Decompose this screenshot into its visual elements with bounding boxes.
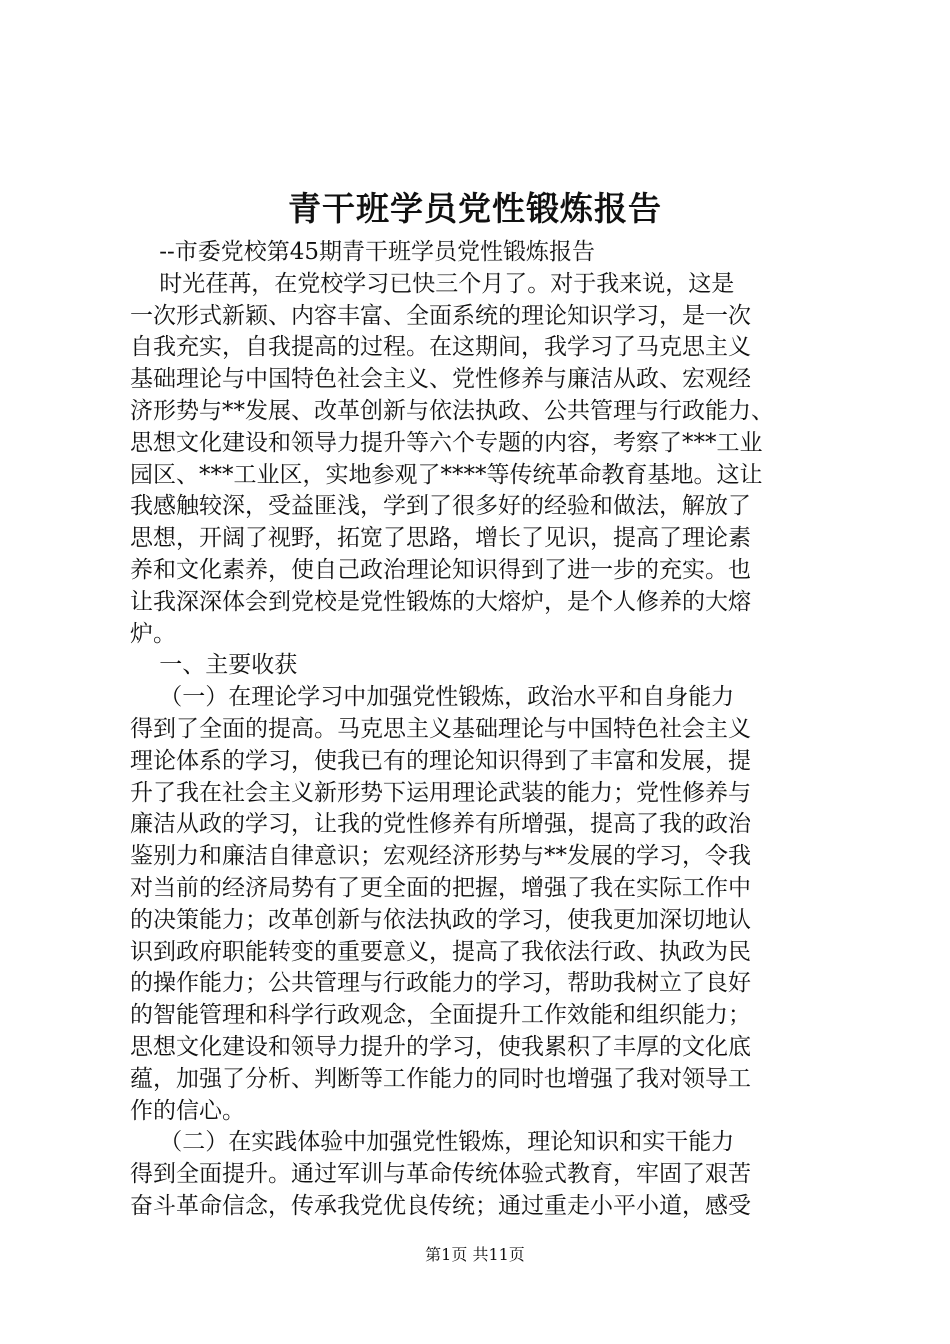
page-footer: 第1页 共11页: [425, 1245, 525, 1264]
body-line: 蕴，加强了分析、判断等工作能力的同时也增强了我对领导工: [130, 1065, 751, 1092]
body-line: 得到了全面的提高。马克思主义基础理论与中国特色社会主义: [130, 715, 751, 742]
body-line: 廉洁从政的学习，让我的党性修养有所增强，提高了我的政治: [130, 811, 751, 838]
document-body: [130, 237, 830, 1223]
body-line: 升了我在社会主义新形势下运用理论武装的能力；党性修养与: [130, 779, 751, 806]
body-line: 对当前的经济局势有了更全面的把握，增强了我在实际工作中: [130, 874, 751, 901]
body-line: （二）在实践体验中加强党性锻炼，理论知识和实干能力: [130, 1129, 735, 1156]
body-line: 理论体系的学习，使我已有的理论知识得到了丰富和发展，提: [130, 747, 751, 774]
body-line: 思想文化建设和领导力提升等六个专题的内容，考察了***工业: [130, 429, 763, 456]
body-line: （一）在理论学习中加强党性锻炼，政治水平和自身能力: [130, 684, 735, 711]
document-title: 青干班学员党性锻炼报告: [288, 189, 662, 228]
body-line: 让我深深体会到党校是党性锻炼的大熔炉，是个人修养的大熔: [130, 588, 751, 615]
body-line: 的智能管理和科学行政观念，全面提升工作效能和组织能力；: [130, 1002, 751, 1029]
body-line: 思想，开阔了视野，拓宽了思路，增长了见识，提高了理论素: [130, 525, 751, 552]
body-line: 基础理论与中国特色社会主义、党性修养与廉洁从政、宏观经: [130, 366, 751, 393]
body-line: 奋斗革命信念，传承我党优良传统；通过重走小平小道，感受: [130, 1192, 751, 1219]
body-line: 得到全面提升。通过军训与革命传统体验式教育，牢固了艰苦: [130, 1161, 751, 1188]
body-line: --市委党校第45期青干班学员党性锻炼报告: [130, 239, 596, 265]
body-line: 思想文化建设和领导力提升的学习，使我累积了丰厚的文化底: [130, 1033, 751, 1060]
body-line: 养和文化素养，使自己政治理论知识得到了进一步的充实。也: [130, 556, 751, 583]
body-line: 自我充实，自我提高的过程。在这期间，我学习了马克思主义: [130, 334, 751, 361]
body-line: 时光荏苒，在党校学习已快三个月了。对于我来说，这是: [130, 270, 735, 297]
body-line: 炉。: [130, 620, 176, 647]
section-heading: 一、主要收获: [130, 652, 298, 679]
body-line: 鉴别力和廉洁自律意识；宏观经济形势与**发展的学习，令我: [130, 843, 751, 870]
body-line: 识到政府职能转变的重要意义，提高了我依法行政、执政为民: [130, 938, 751, 965]
body-line: 一次形式新颖、内容丰富、全面系统的理论知识学习，是一次: [130, 302, 751, 329]
body-line: 的决策能力；改革创新与依法执政的学习，使我更加深切地认: [130, 906, 751, 933]
body-line: 我感触较深，受益匪浅，学到了很多好的经验和做法，解放了: [130, 493, 751, 520]
body-line: 园区、***工业区，实地参观了****等传统革命教育基地。这让: [130, 461, 763, 488]
body-line: 济形势与**发展、改革创新与依法执政、公共管理与行政能力、: [130, 397, 774, 424]
body-line: 的操作能力；公共管理与行政能力的学习，帮助我树立了良好: [130, 970, 751, 997]
body-line: 作的信心。: [130, 1097, 245, 1124]
